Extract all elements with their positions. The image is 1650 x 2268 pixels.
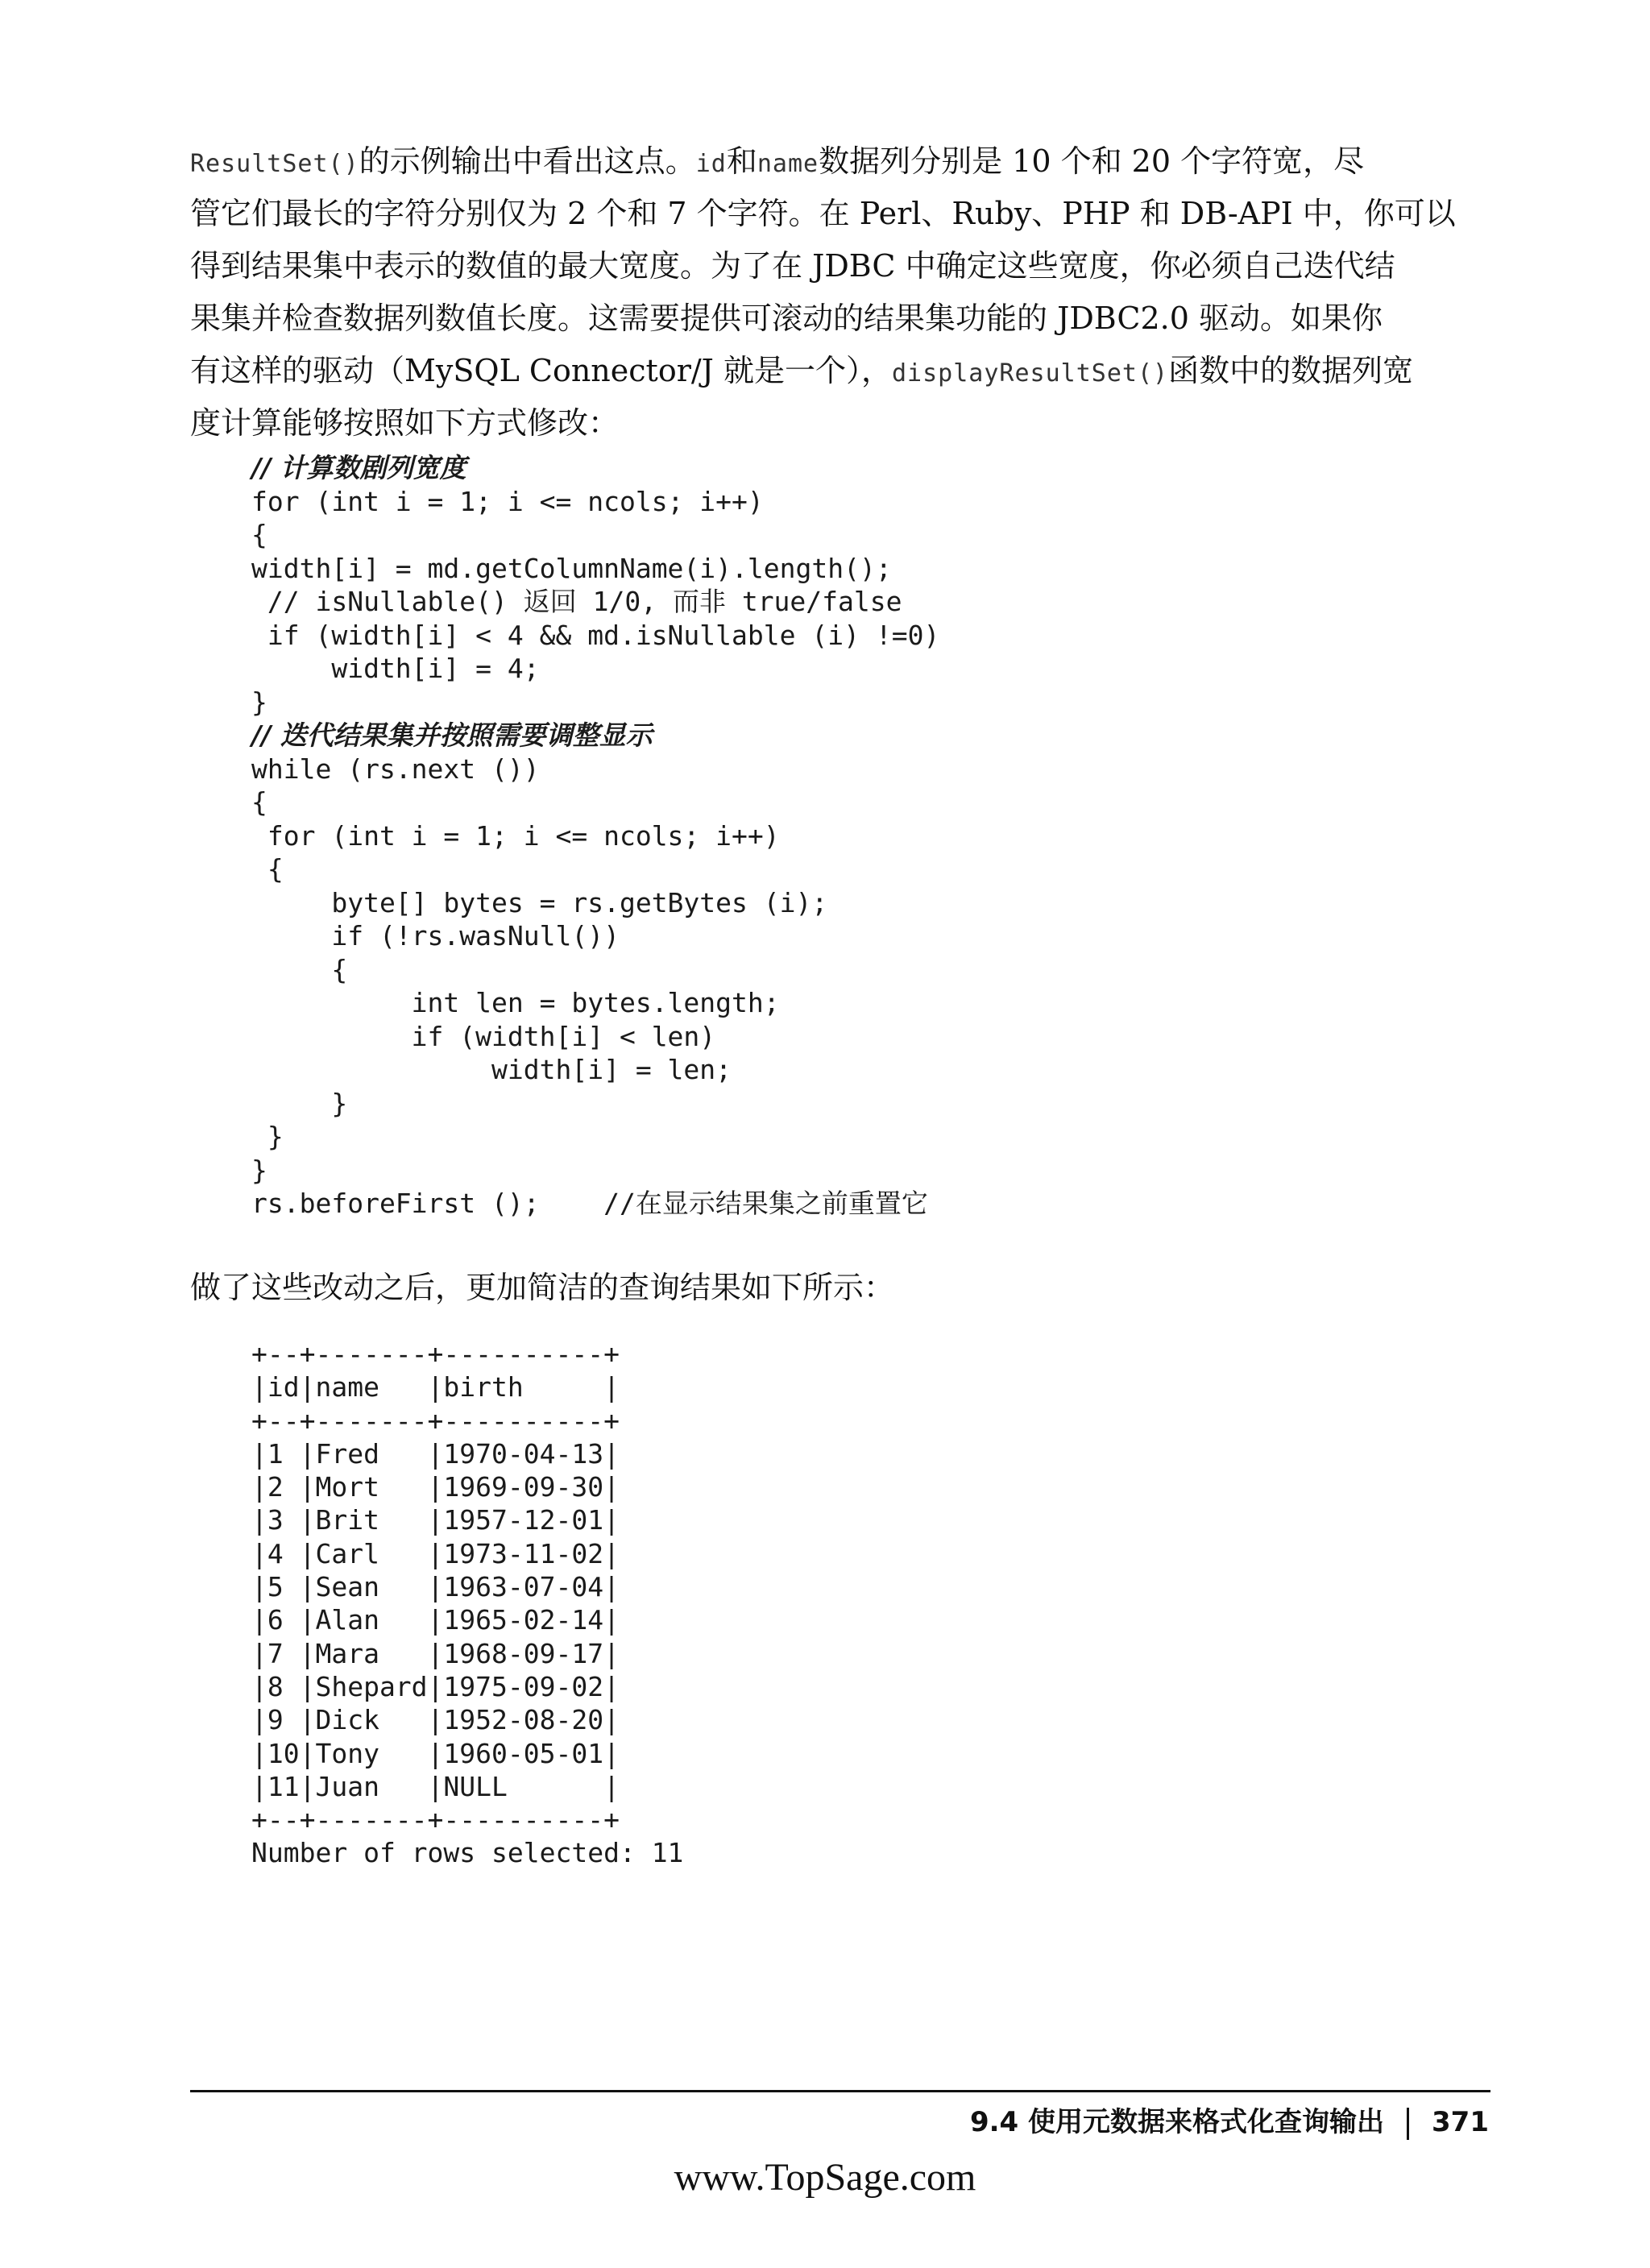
- inline-code: id: [695, 150, 727, 178]
- code-line: if (width[i] < 4 && md.isNullable (i) !=0): [251, 619, 940, 651]
- paragraph-line: [190, 397, 1463, 450]
- paragraph-line: [190, 240, 1463, 292]
- code-line: {: [251, 953, 348, 985]
- page-number: 371: [1432, 2106, 1489, 2138]
- table-row: |11|Juan |NULL |: [251, 1770, 620, 1802]
- code-line: for (int i = 1; i <= ncols; i++): [251, 819, 780, 852]
- code-line: }: [251, 1154, 267, 1186]
- paragraph-text: 有这样的驱动（MySQL Connector/J 就是一个），: [190, 353, 892, 388]
- paragraph-2-text: 做了这些改动之后，更加简洁的查询结果如下所示：: [190, 1270, 895, 1305]
- footer-section-title: 9.4 使用元数据来格式化查询输出: [969, 2106, 1385, 2138]
- rows-selected-summary: Number of rows selected: 11: [251, 1837, 684, 1869]
- paragraph-text: 得到结果集中表示的数值的最大宽度。为了在 JDBC 中确定这些宽度，你必须自己迭代结: [190, 248, 1395, 284]
- table-row: |1 |Fred |1970-04-13|: [251, 1437, 620, 1470]
- paragraph-line: [190, 188, 1463, 240]
- paragraph-text: 的示例输出中看出这点。: [359, 143, 696, 179]
- code-line: }: [251, 686, 267, 718]
- code-line: // isNullable() 返回 1/0, 而非 true/false: [251, 586, 902, 617]
- code-line: {: [251, 786, 267, 818]
- body-paragraph-2: [190, 1262, 1463, 1314]
- table-row: |6 |Alan |1965-02-14|: [251, 1604, 620, 1636]
- code-line: int len = bytes.length;: [251, 987, 780, 1018]
- table-row: |8 |Shepard|1975-09-02|: [251, 1670, 620, 1702]
- inline-code: ResultSet(): [190, 150, 359, 178]
- paragraph-line: [190, 292, 1463, 345]
- website-watermark: www.TopSage.com: [674, 2156, 976, 2199]
- paragraph-text: 数据列分别是 10 个和 20 个字符宽，尽: [819, 143, 1365, 179]
- code-line: {: [251, 519, 267, 550]
- table-row: |7 |Mara |1968-09-17|: [251, 1637, 620, 1669]
- paragraph-line: [190, 135, 1463, 188]
- footer-separator: [1407, 2108, 1409, 2140]
- inline-code: displayResultSet(): [891, 359, 1169, 388]
- body-paragraph: [190, 135, 1463, 450]
- code-line: for (int i = 1; i <= ncols; i++): [251, 485, 764, 517]
- table-border: +--+-------+----------+: [251, 1338, 620, 1370]
- table-row: |4 |Carl |1973-11-02|: [251, 1537, 620, 1569]
- code-line: {: [251, 853, 284, 885]
- code-line: width[i] = len;: [251, 1054, 732, 1085]
- page-footer: [970, 2098, 1489, 2146]
- table-row: |10|Tony |1960-05-01|: [251, 1737, 620, 1769]
- table-row: |5 |Sean |1963-07-04|: [251, 1571, 620, 1603]
- code-line: if (width[i] < len): [251, 1020, 716, 1052]
- paragraph-line: [190, 345, 1463, 397]
- table-row: |2 |Mort |1969-09-30|: [251, 1471, 620, 1503]
- code-line: rs.beforeFirst (); //在显示结果集之前重置它: [251, 1188, 928, 1219]
- code-comment: // 迭代结果集并按照需要调整显示: [251, 719, 653, 751]
- table-header-row: |id|name |birth |: [251, 1371, 620, 1404]
- code-line: }: [251, 1121, 284, 1152]
- table-border: +--+-------+----------+: [251, 1404, 620, 1437]
- code-line: byte[] bytes = rs.getBytes (i);: [251, 886, 828, 918]
- paragraph-text: 和: [726, 143, 757, 179]
- footer-rule: [190, 2090, 1490, 2092]
- code-listing: [251, 451, 1379, 1221]
- table-border: +--+-------+----------+: [251, 1804, 620, 1836]
- paragraph-text: 管它们最长的字符分别仅为 2 个和 7 个字符。在 Perl、Ruby、PHP 和 DB-API 中，你可以: [190, 196, 1456, 231]
- inline-code: name: [757, 150, 819, 178]
- paragraph-text: 函数中的数据列宽: [1168, 353, 1414, 388]
- table-row: |3 |Brit |1957-12-01|: [251, 1504, 620, 1536]
- paragraph-text: 度计算能够按照如下方式修改：: [190, 405, 620, 441]
- code-line: while (rs.next ()): [251, 753, 540, 785]
- code-line: width[i] = 4;: [251, 653, 540, 684]
- code-comment: // 计算数剧列宽度: [251, 452, 466, 483]
- table-row: |9 |Dick |1952-08-20|: [251, 1704, 620, 1736]
- code-line: if (!rs.wasNull()): [251, 920, 620, 952]
- query-result-output: [251, 1337, 683, 1870]
- paragraph-text: 果集并检查数据列数值长度。这需要提供可滚动的结果集功能的 JDBC2.0 驱动。如果你: [190, 301, 1383, 336]
- code-line: }: [251, 1087, 348, 1119]
- code-line: width[i] = md.getColumnName(i).length();: [251, 552, 892, 584]
